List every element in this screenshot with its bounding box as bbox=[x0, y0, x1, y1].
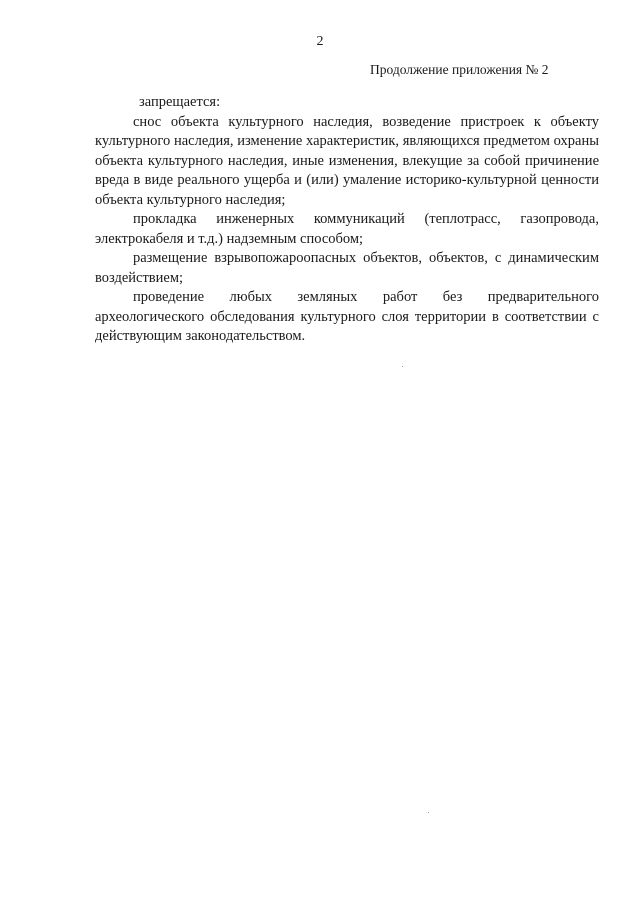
paragraph-demolition-ban: снос объекта культурного наследия, возведение пристроек к объекту культурного наследия, изменение характеристик, являющихся предметом охраны объекта культурного наследия, иные изменения, влекущие за собой причинение вреда в виде реального ущерба и (или) умаление историко-культурной ценности объекта культурного наследия; bbox=[95, 113, 599, 208]
body-text bbox=[95, 93, 599, 347]
paragraph-utilities-ban: прокладка инженерных коммуникаций (теплотрасс, газопровода, электрокабеля и т.д.) надземным способом; bbox=[95, 211, 599, 247]
scan-speck bbox=[402, 366, 403, 367]
page-number: 2 bbox=[316, 34, 324, 49]
paragraph-hazardous-objects-ban: размещение взрывопожароопасных объектов, объектов, с динамическим воздействием; bbox=[95, 250, 599, 286]
scan-speck bbox=[428, 812, 429, 813]
paragraph-earthworks-ban: проведение любых земляных работ без предварительного археологического обследования культурного слоя территории в соответствии с действующим законодательством. bbox=[95, 289, 599, 344]
paragraph-intro: запрещается: bbox=[139, 94, 221, 110]
appendix-caption: Продолжение приложения № 2 bbox=[370, 62, 549, 77]
